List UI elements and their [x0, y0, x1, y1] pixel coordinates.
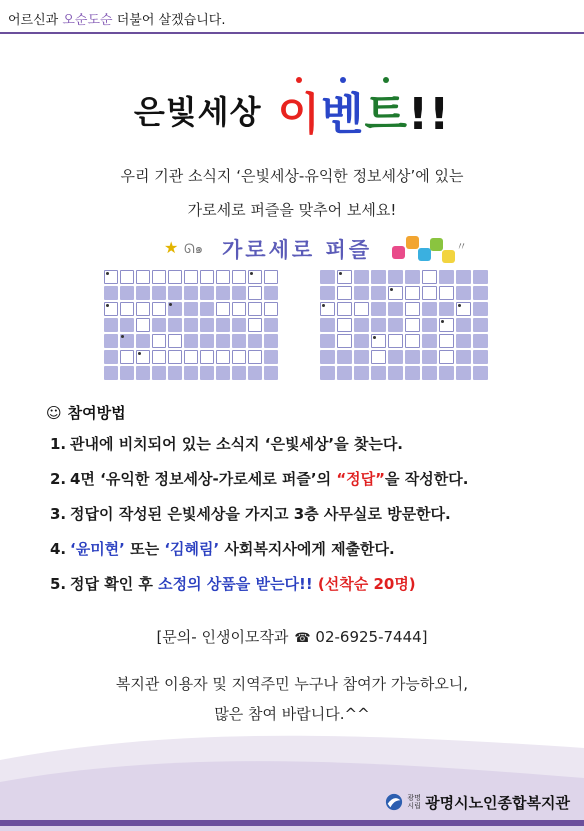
- page-title: [0, 78, 584, 148]
- puzzle-piece-icon: [442, 250, 455, 263]
- grid-cell-filled: [168, 286, 182, 300]
- grid-cell-filled: [200, 286, 214, 300]
- grid-cell-blank: [216, 350, 230, 364]
- closing-line-2: 많은 참여 바랍니다.^^: [214, 705, 370, 723]
- closing-line-1: 복지관 이용자 및 지역주민 누구나 참여가 가능하오니,: [115, 675, 469, 693]
- grid-cell-filled: [320, 270, 335, 284]
- grid-cell-filled: [388, 350, 403, 364]
- grid-cell-blank: [264, 302, 278, 316]
- grid-cell-filled: [405, 366, 420, 380]
- grid-cell-filled: [354, 286, 369, 300]
- grid-cell-filled: [232, 366, 246, 380]
- grid-cell-filled: [388, 302, 403, 316]
- grid-cell-filled: [264, 334, 278, 348]
- grid-cell-blank: [152, 270, 166, 284]
- step-text: 사회복지사에게 제출한다.: [219, 540, 395, 558]
- title-char-1: [277, 89, 321, 140]
- intro-line-2: 가로세로 퍼즐을 맞추어 보세요!: [187, 201, 397, 219]
- grid-cell-blank: [371, 334, 386, 348]
- grid-cell-blank: [405, 334, 420, 348]
- grid-cell-filled: [320, 334, 335, 348]
- grid-cell-filled: [232, 334, 246, 348]
- grid-cell-filled: [456, 270, 471, 284]
- swirl-icon: ᘏ๑: [184, 242, 204, 257]
- grid-cell-blank: [136, 318, 150, 332]
- grid-cell-blank: [405, 318, 420, 332]
- clue-marker: [441, 320, 444, 323]
- grid-cell-blank: [264, 270, 278, 284]
- clue-marker: [390, 288, 393, 291]
- grid-cell-blank: [232, 302, 246, 316]
- step-item: [50, 572, 570, 607]
- grid-cell-filled: [104, 366, 118, 380]
- grid-cell-filled: [200, 366, 214, 380]
- grid-cell-blank: [232, 350, 246, 364]
- staff-name-2: ‘김혜림’: [164, 540, 220, 558]
- smile-icon: ☺: [46, 404, 62, 422]
- org-small-2: 시립: [407, 802, 421, 810]
- title-char-2: [321, 89, 365, 140]
- grid-cell-filled: [473, 302, 488, 316]
- clue-marker: [138, 352, 141, 355]
- step-text: 관내에 비치되어 있는 소식지 ‘은빛세상’을 찾는다.: [70, 435, 404, 453]
- step-text: 4면 ‘유익한 정보세상-가로세로 퍼즐’의: [70, 470, 337, 488]
- grid-cell-blank: [320, 302, 335, 316]
- grid-cell-blank: [439, 286, 454, 300]
- puzzle-banner-label: 가로세로 퍼즐: [222, 238, 373, 262]
- grid-cell-blank: [388, 334, 403, 348]
- grid-cell-filled: [120, 318, 134, 332]
- grid-cell-filled: [371, 366, 386, 380]
- grid-cell-filled: [456, 334, 471, 348]
- title-char-3: [365, 89, 409, 140]
- puzzle-piece-icon: [406, 236, 419, 249]
- step-item: [50, 537, 570, 572]
- step-item: [50, 467, 570, 502]
- crossword-grid-right: [320, 270, 488, 380]
- grid-cell-filled: [354, 270, 369, 284]
- grid-cell-filled: [184, 286, 198, 300]
- grid-cell-filled: [371, 270, 386, 284]
- grid-cell-filled: [168, 318, 182, 332]
- grid-cell-filled: [473, 286, 488, 300]
- grid-cell-filled: [168, 302, 182, 316]
- title-eunbit: 은빛세상: [133, 93, 262, 131]
- grid-cell-filled: [120, 334, 134, 348]
- grid-cell-filled: [152, 318, 166, 332]
- clue-marker: [373, 336, 376, 339]
- grid-cell-blank: [337, 270, 352, 284]
- contact-label: [문의- 인생이모작과: [156, 628, 289, 646]
- grid-cell-filled: [104, 334, 118, 348]
- limit-text: (선착순 20명): [312, 575, 416, 593]
- grid-cell-filled: [388, 270, 403, 284]
- grid-cell-filled: [405, 350, 420, 364]
- grid-cell-filled: [354, 366, 369, 380]
- step-number: 2.: [50, 470, 67, 488]
- grid-cell-filled: [264, 366, 278, 380]
- grid-cell-filled: [200, 318, 214, 332]
- puzzle-piece-icon: [418, 248, 431, 261]
- dot-green: [383, 77, 389, 83]
- grid-cell-blank: [337, 302, 352, 316]
- grid-cell-filled: [152, 286, 166, 300]
- header-text-accent: 오순도순: [62, 13, 113, 28]
- grid-cell-filled: [216, 286, 230, 300]
- grid-cell-filled: [422, 302, 437, 316]
- step-text: 정답이 작성된 은빛세상을 가지고 3층 사무실로 방문한다.: [70, 505, 451, 523]
- grid-cell-filled: [216, 334, 230, 348]
- grid-cell-filled: [388, 318, 403, 332]
- grid-cell-filled: [200, 302, 214, 316]
- org-small-text: [407, 794, 421, 810]
- grid-cell-filled: [422, 366, 437, 380]
- staff-name-1: ‘윤미현’: [70, 540, 125, 558]
- grid-cell-filled: [320, 286, 335, 300]
- grid-cell-filled: [120, 286, 134, 300]
- grid-cell-filled: [320, 350, 335, 364]
- grid-cell-blank: [120, 350, 134, 364]
- grid-cell-blank: [184, 350, 198, 364]
- grid-cell-filled: [456, 318, 471, 332]
- grid-cell-filled: [456, 366, 471, 380]
- grid-cell-blank: [152, 334, 166, 348]
- grid-cell-blank: [232, 270, 246, 284]
- grid-cell-filled: [405, 270, 420, 284]
- grid-cell-filled: [168, 366, 182, 380]
- title-char-4: !!: [408, 89, 451, 140]
- method-heading-text: 참여방법: [67, 404, 126, 422]
- grid-cell-filled: [248, 334, 262, 348]
- grid-cell-blank: [200, 270, 214, 284]
- grid-cell-filled: [136, 286, 150, 300]
- step-list: [50, 432, 570, 607]
- step-highlight-answer: “정답”: [336, 470, 386, 488]
- grid-cell-blank: [104, 270, 118, 284]
- grid-cell-filled: [264, 286, 278, 300]
- prize-text: 소정의 상품을 받는다!!: [158, 575, 313, 593]
- grid-cell-blank: [136, 270, 150, 284]
- clue-marker: [121, 335, 124, 338]
- grid-cell-blank: [405, 286, 420, 300]
- grid-cell-filled: [264, 350, 278, 364]
- grid-cell-filled: [422, 318, 437, 332]
- grid-cell-filled: [320, 366, 335, 380]
- grid-cell-filled: [473, 350, 488, 364]
- org-logo: [385, 790, 570, 814]
- grid-cell-blank: [371, 350, 386, 364]
- clue-marker: [458, 304, 461, 307]
- grid-cell-filled: [152, 366, 166, 380]
- grid-cell-blank: [405, 302, 420, 316]
- grid-cell-filled: [456, 286, 471, 300]
- grid-cell-filled: [104, 318, 118, 332]
- intro-line-1: 우리 기관 소식지 ‘은빛세상-유익한 정보세상’에 있는: [120, 167, 464, 185]
- step-number: 4.: [50, 540, 67, 558]
- header-text-b: 더불어 살겠습니다.: [112, 13, 226, 28]
- grid-cell-blank: [120, 270, 134, 284]
- grid-cell-filled: [371, 302, 386, 316]
- grid-cell-blank: [422, 270, 437, 284]
- grid-cell-blank: [248, 302, 262, 316]
- step-number: 3.: [50, 505, 67, 523]
- grid-cell-filled: [264, 318, 278, 332]
- sparkle-icon: 〃: [456, 240, 467, 253]
- grid-cell-blank: [200, 350, 214, 364]
- grid-cell-blank: [422, 286, 437, 300]
- step-item: [50, 432, 570, 467]
- header-slogan: [8, 9, 225, 28]
- grid-cell-filled: [104, 286, 118, 300]
- grid-cell-filled: [473, 366, 488, 380]
- title-event: [277, 89, 450, 140]
- grid-cell-filled: [120, 366, 134, 380]
- star-icon: ★: [164, 238, 179, 257]
- grid-cell-filled: [473, 334, 488, 348]
- grid-cell-blank: [216, 302, 230, 316]
- dot-blue: [340, 77, 346, 83]
- grid-cell-filled: [354, 350, 369, 364]
- clue-marker: [339, 272, 342, 275]
- grid-cell-blank: [216, 270, 230, 284]
- grid-cell-filled: [184, 334, 198, 348]
- step-number: 1.: [50, 435, 67, 453]
- grid-cell-blank: [248, 270, 262, 284]
- org-small-1: 광명: [407, 794, 421, 802]
- grid-cell-blank: [248, 286, 262, 300]
- grid-cell-blank: [439, 334, 454, 348]
- grid-cell-blank: [136, 350, 150, 364]
- step-text: 정답 확인 후: [70, 575, 159, 593]
- title-char-2-text: 벤: [321, 89, 365, 140]
- org-name: 광명시노인종합복지관: [425, 793, 570, 812]
- step-text: 을 작성한다.: [385, 470, 469, 488]
- grid-cell-filled: [337, 366, 352, 380]
- method-heading: [46, 402, 126, 423]
- step-item: [50, 502, 570, 537]
- clue-marker: [169, 303, 172, 306]
- grid-cell-blank: [337, 334, 352, 348]
- grid-cell-filled: [200, 334, 214, 348]
- grid-cell-blank: [337, 318, 352, 332]
- footer-wave: [0, 720, 584, 831]
- grid-cell-filled: [184, 302, 198, 316]
- grid-cell-filled: [136, 334, 150, 348]
- puzzle-piece-icon: [430, 238, 443, 251]
- grid-cell-filled: [216, 318, 230, 332]
- grid-cell-filled: [354, 334, 369, 348]
- grid-cell-filled: [473, 318, 488, 332]
- step-text: 또는: [124, 540, 165, 558]
- grid-cell-blank: [337, 286, 352, 300]
- grid-cell-blank: [439, 318, 454, 332]
- grid-cell-filled: [439, 270, 454, 284]
- puzzle-piece-icon: [392, 246, 405, 259]
- dot-red: [296, 77, 302, 83]
- grid-cell-filled: [371, 318, 386, 332]
- grid-cell-blank: [152, 350, 166, 364]
- grid-cell-blank: [248, 318, 262, 332]
- grid-cell-filled: [422, 350, 437, 364]
- grid-cell-filled: [136, 366, 150, 380]
- grid-cell-filled: [184, 366, 198, 380]
- grid-cell-filled: [354, 318, 369, 332]
- grid-cell-filled: [388, 366, 403, 380]
- crossword-grid-left: [104, 270, 278, 380]
- grid-cell-blank: [248, 350, 262, 364]
- clue-marker: [106, 304, 109, 307]
- phone-icon: ☎: [294, 631, 311, 646]
- grid-cell-blank: [152, 302, 166, 316]
- title-char-1-text: 이: [277, 89, 321, 140]
- grid-cell-filled: [104, 350, 118, 364]
- grid-cell-filled: [371, 286, 386, 300]
- grid-cell-filled: [422, 334, 437, 348]
- grid-cell-filled: [184, 318, 198, 332]
- grid-cell-blank: [439, 350, 454, 364]
- step-number: 5.: [50, 575, 67, 593]
- grid-cell-blank: [354, 302, 369, 316]
- grid-cell-blank: [456, 302, 471, 316]
- header-text-a: 어르신과: [8, 13, 63, 28]
- grid-cell-blank: [120, 302, 134, 316]
- grid-cell-blank: [184, 270, 198, 284]
- grid-cell-blank: [136, 302, 150, 316]
- title-char-3-text: 트: [364, 89, 409, 140]
- grid-cell-filled: [248, 366, 262, 380]
- grid-cell-blank: [168, 350, 182, 364]
- grid-cell-blank: [388, 286, 403, 300]
- grid-cell-filled: [473, 270, 488, 284]
- grid-cell-blank: [168, 334, 182, 348]
- grid-cell-filled: [232, 286, 246, 300]
- grid-cell-filled: [337, 350, 352, 364]
- grid-cell-filled: [439, 302, 454, 316]
- grid-cell-blank: [168, 270, 182, 284]
- contact-phone: 02-6925-7444]: [315, 628, 428, 646]
- grid-cell-filled: [232, 318, 246, 332]
- org-emblem-icon: [385, 793, 403, 811]
- puzzle-banner: [160, 232, 470, 266]
- grid-cell-filled: [320, 318, 335, 332]
- clue-marker: [106, 272, 109, 275]
- grid-cell-filled: [456, 350, 471, 364]
- grid-cell-blank: [104, 302, 118, 316]
- grid-cell-filled: [439, 366, 454, 380]
- grid-cell-filled: [216, 366, 230, 380]
- clue-marker: [322, 304, 325, 307]
- contact-info: [0, 626, 584, 647]
- clue-marker: [250, 272, 253, 275]
